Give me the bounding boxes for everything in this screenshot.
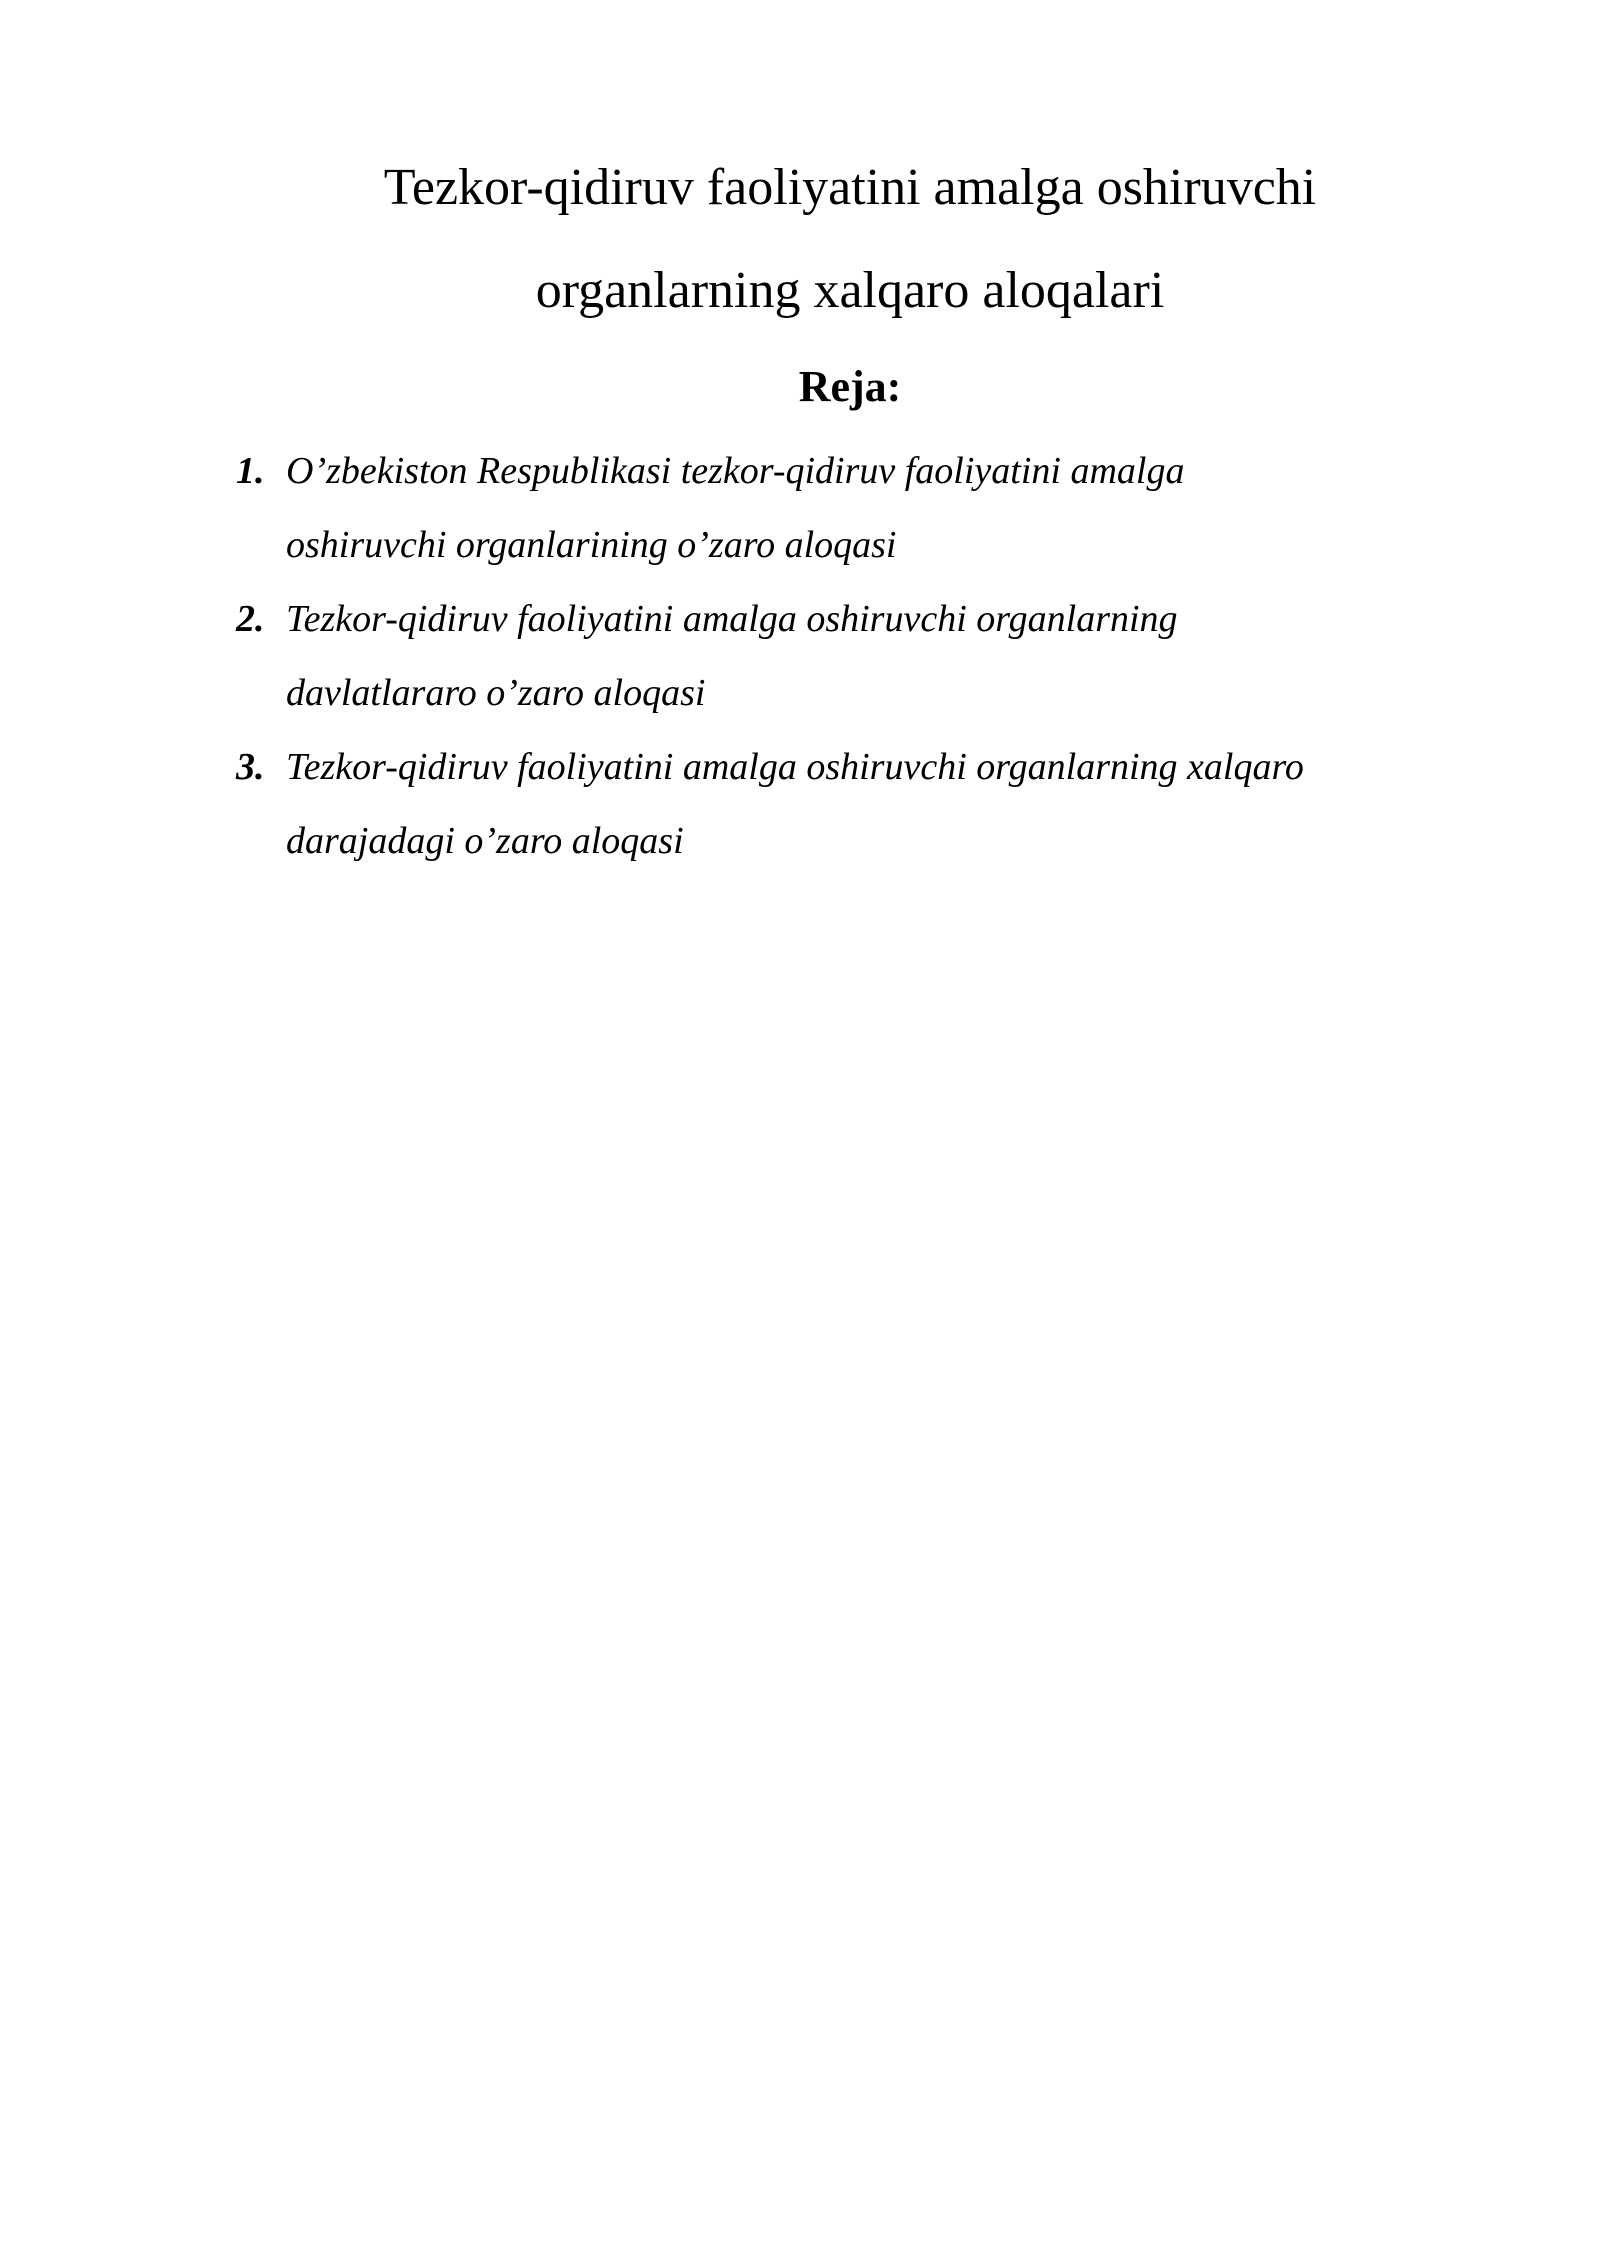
- plan-item-text-line-2: davlatlararo o’zaro aloqasi: [286, 672, 706, 714]
- plan-item-text-line-1: O’zbekiston Respublikasi tezkor-qidiruv faoliyatini amalga: [286, 450, 1185, 492]
- document-title-line-1: Tezkor-qidiruv faoliyatini amalga oshiruvchi: [383, 159, 1317, 216]
- plan-item-text-line-1: Tezkor-qidiruv faoliyatini amalga oshiruvchi organlarning xalqaro: [286, 746, 1304, 788]
- plan-heading: Reja:: [798, 362, 902, 411]
- plan-item-number: 3.: [236, 746, 265, 788]
- plan-item-number: 1.: [236, 450, 265, 492]
- plan-item-text-line-2: oshiruvchi organlarining o’zaro aloqasi: [286, 524, 897, 566]
- plan-item-text-line-2: darajadagi o’zaro aloqasi: [286, 820, 684, 862]
- document-title-line-2: organlarning xalqaro aloqalari: [535, 262, 1165, 319]
- plan-item-text-line-1: Tezkor-qidiruv faoliyatini amalga oshiruvchi organlarning: [286, 598, 1178, 640]
- plan-item-number: 2.: [236, 598, 265, 640]
